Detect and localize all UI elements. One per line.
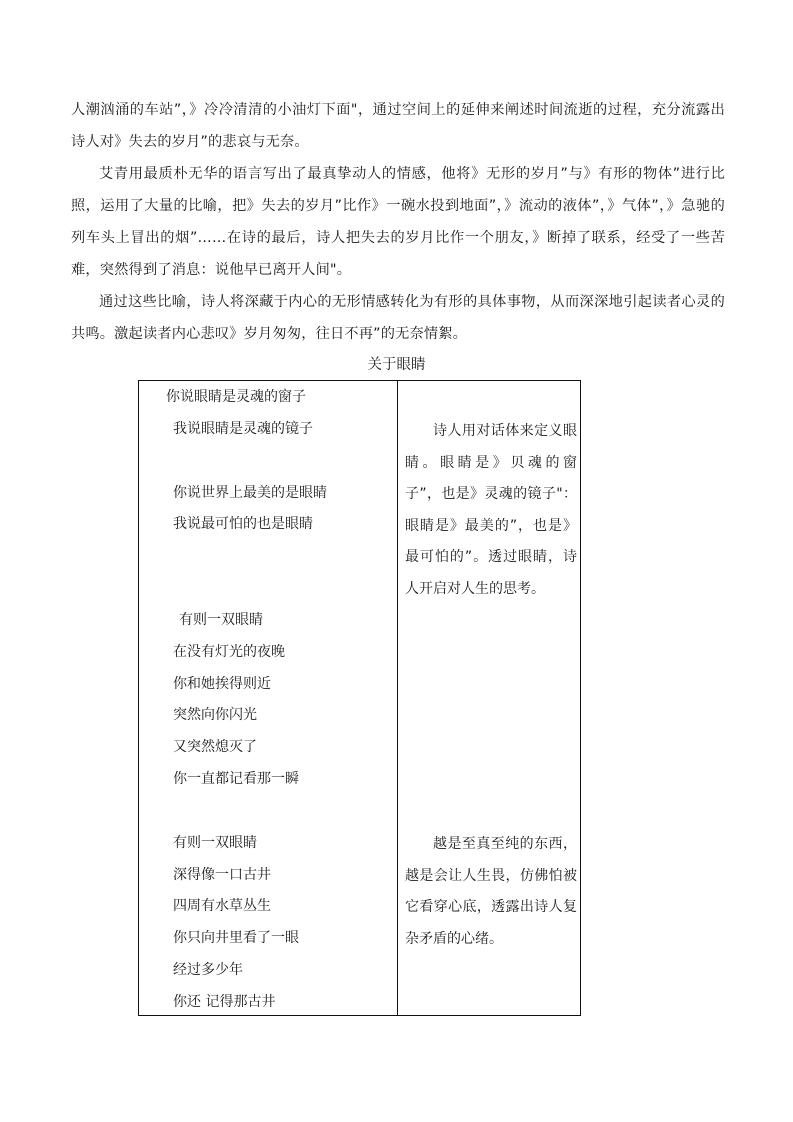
poem-line: 在没有灯光的夜晚 [173, 644, 285, 660]
poem-line: 你说世界上最美的是眼睛 [173, 485, 327, 501]
poem-line: 有则一双眼睛 [179, 612, 263, 628]
analysis-note-1: 诗人用对话体来定义眼睛。眼睛是》贝魂的窗子”，也是》灵魂的镜子"：眼睛是》最美的”，也是》最可怕的”。透过眼睛，诗人开启对人生的思考。 [405, 423, 577, 597]
poem-table [138, 380, 581, 1016]
poem-line: 有则一双眼睛 [173, 835, 257, 851]
column-divider [397, 381, 398, 1015]
poem-line: 你一直都记看那一瞬 [173, 771, 299, 787]
poem-line: 你还 记得那古井 [173, 994, 276, 1010]
poem-line: 深得像一口古井 [173, 867, 271, 883]
poem-line: 我说眼睛是灵魂的镜子 [173, 421, 313, 437]
paragraph-3: 通过这些比喻，诗人将深藏于内心的无形情感转化为有形的具体事物，从而深深地引起读者心灵的共鸣。激起读者内心悲叹》岁月匆匆，往日不再”的无奈情絮。 [71, 294, 725, 342]
analysis-note-2: 越是至真至纯的东西，越是会让人生畏，仿佛怕被它看穿心底，透露出诗人复杂矛盾的心绪。 [405, 836, 577, 947]
poem-title: 关于眼睛 [367, 357, 426, 373]
poem-line: 你和她挨得则近 [173, 676, 271, 692]
poem-line: 突然向你闪光 [173, 707, 257, 723]
poem-line: 四周有水草丛生 [173, 898, 271, 914]
poem-line: 你说眼睛是灵魂的窗子 [166, 389, 306, 405]
poem-line: 又突然熄灭了 [173, 739, 257, 755]
poem-line: 经过多少年 [173, 962, 243, 978]
paragraph-2: 艾青用最质朴无华的语言写出了最真挚动人的情感，他将》无形的岁月”与》有形的物体”进行比照，运用了大量的比喻，把》失去的岁月”比作》一碗水投到地面”，》流动的液体”，》气体”，》急驰的列车头上冒出的烟”……在诗的最后，诗人把失去的岁月比作一个朋友，》断掉了联系，经受了一些苦难，突然得到了消息：说他早已离开人间"。 [71, 166, 725, 278]
poem-line: 我说最可怕的也是眼睛 [173, 516, 313, 532]
poem-line: 你只向井里看了一眼 [173, 930, 299, 946]
paragraph-1: 人潮汹涌的车站”，》冷冷清清的小油灯下面"，通过空间上的延伸来阐述时间流逝的过程，充分流露出诗人对》失去的岁月”的悲哀与无奈。 [71, 102, 725, 150]
